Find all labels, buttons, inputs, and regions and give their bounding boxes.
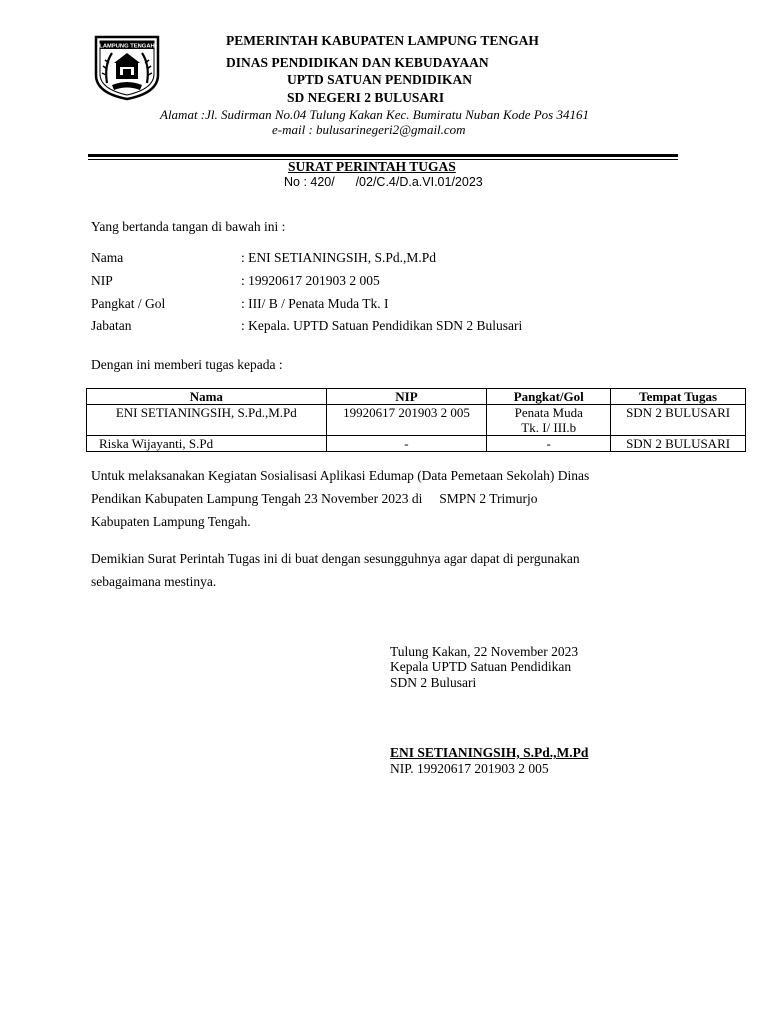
signature-nip: NIP. 19920617 201903 2 005	[390, 761, 549, 776]
cell-pangkat	[487, 405, 611, 436]
closing-line-2: sebagaimana mestinya.	[91, 574, 217, 589]
regency-crest-icon	[92, 35, 162, 101]
table-header-row	[87, 389, 746, 405]
signature-position-1: Kepala UPTD Satuan Pendidikan	[390, 659, 572, 674]
letterhead-school: SD NEGERI 2 BULUSARI	[287, 90, 445, 105]
table-header-pangkat: Pangkat/Gol	[487, 389, 611, 405]
cell-nama: ENI SETIANINGSIH, S.Pd.,M.Pd	[87, 405, 327, 436]
table-header-tempat: Tempat Tugas	[611, 389, 746, 405]
assign-intro: Dengan ini memberi tugas kepada :	[91, 357, 283, 372]
closing-line-1: Demikian Surat Perintah Tugas ini di buat dengan sesungguhnya agar dapat di pergunakan	[91, 551, 580, 566]
intro-text: Yang bertanda tangan di bawah ini :	[91, 219, 286, 234]
letterhead-unit: UPTD SATUAN PENDIDIKAN	[287, 72, 473, 87]
table-header-nip: NIP	[326, 389, 487, 405]
assignment-table	[86, 388, 746, 452]
field-value-pangkat: : III/ B / Penata Muda Tk. I	[241, 296, 389, 311]
cell-nip: -	[326, 436, 487, 452]
body-line-2: Pendikan Kabupaten Lampung Tengah 23 November 2023 di SMPN 2 Trimurjo	[91, 491, 538, 506]
field-value-jabatan: : Kepala. UPTD Satuan Pendidikan SDN 2 Bulusari	[241, 318, 523, 333]
regency-logo	[92, 35, 162, 101]
body-line-1: Untuk melaksanakan Kegiatan Sosialisasi Aplikasi Edumap (Data Pemetaan Sekolah) Dinas	[91, 468, 590, 483]
letterhead-email: e-mail : bulusarinegeri2@gmail.com	[272, 122, 466, 137]
table-row	[87, 405, 746, 436]
letterhead-divider-thick	[88, 154, 678, 157]
signature-name: ENI SETIANINGSIH, S.Pd.,M.Pd	[390, 745, 589, 760]
signature-position-2: SDN 2 Bulusari	[390, 675, 477, 690]
field-label-nip: NIP	[91, 273, 113, 288]
cell-nip: 19920617 201903 2 005	[326, 405, 487, 436]
body-line-3: Kabupaten Lampung Tengah.	[91, 514, 251, 529]
cell-pangkat-line1: Penata Muda	[514, 405, 583, 420]
cell-nama: Riska Wijayanti, S.Pd	[87, 436, 327, 452]
letter-number: No : 420/ /02/C.4/D.a.VI.01/2023	[284, 175, 483, 189]
letterhead-address: Alamat :Jl. Sudirman No.04 Tulung Kakan Kec. Bumiratu Nuban Kode Pos 34161	[160, 107, 589, 122]
letterhead-department: DINAS PENDIDIKAN DAN KEBUDAYAAN	[226, 55, 489, 70]
letterhead-government: PEMERINTAH KABUPATEN LAMPUNG TENGAH	[226, 33, 539, 48]
signature-place-date: Tulung Kakan, 22 November 2023	[390, 644, 579, 659]
logo-banner-text: LAMPUNG TENGAH	[99, 43, 155, 50]
letter-title: SURAT PERINTAH TUGAS	[288, 159, 456, 174]
cell-pangkat-line2: Tk. I/ III.b	[521, 420, 577, 435]
cell-pangkat: -	[487, 436, 611, 452]
field-label-jabatan: Jabatan	[91, 318, 132, 333]
table-header-nama: Nama	[87, 389, 327, 405]
field-value-nip: : 19920617 201903 2 005	[241, 273, 380, 288]
field-label-nama: Nama	[91, 250, 124, 265]
cell-tempat: SDN 2 BULUSARI	[611, 436, 746, 452]
field-value-nama: : ENI SETIANINGSIH, S.Pd.,M.Pd	[241, 250, 437, 265]
field-label-pangkat: Pangkat / Gol	[91, 296, 166, 311]
table-row	[87, 436, 746, 452]
cell-tempat: SDN 2 BULUSARI	[611, 405, 746, 436]
